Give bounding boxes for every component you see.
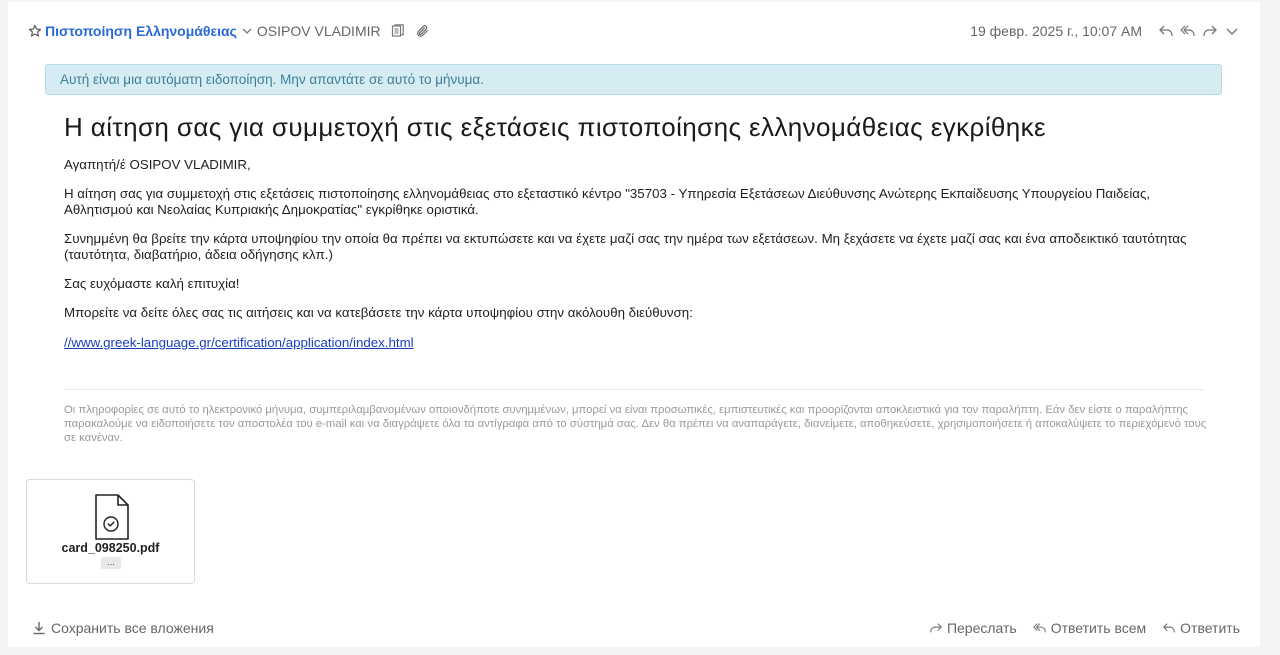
reply-icon bbox=[1162, 621, 1176, 635]
sender-name[interactable]: OSIPOV VLADIMIR bbox=[256, 23, 381, 39]
save-all-attachments-button[interactable] bbox=[32, 620, 214, 636]
reply-all-icon bbox=[1033, 621, 1047, 635]
message-subject[interactable]: Πιστοποίηση Ελληνομάθειας bbox=[45, 23, 237, 39]
attachment-more-button[interactable]: ... bbox=[101, 557, 121, 569]
paragraph-approval: Η αίτηση σας για συμμετοχή στις εξετάσεις πιστοποίησης ελληνομάθειας στο εξεταστικό κέντρο "35703 - Υπηρεσία Εξετάσεων Διεύθυνσης Ανώτερης Εκπαίδευσης Υπουργείου Παιδείας, Αθλητισμού και Νεολαίας Κυπριακής Δημοκρατίας" εγκρίθηκε οριστικά. bbox=[64, 186, 1151, 217]
application-link[interactable]: //www.greek-language.gr/certification/application/index.html bbox=[64, 335, 414, 350]
message-title: Η αίτηση σας για συμμετοχή στις εξετάσεις πιστοποίησης ελληνομάθειας εγκρίθηκε bbox=[64, 112, 1047, 142]
star-icon[interactable] bbox=[28, 24, 42, 38]
download-icon bbox=[32, 621, 46, 635]
forward-icon[interactable] bbox=[1202, 23, 1218, 39]
divider bbox=[64, 389, 1204, 390]
auto-notification-banner: Αυτή είναι μια αυτόματη ειδοποίηση. Μην απαντάτε σε αυτό το μήνυμα. bbox=[45, 64, 1222, 95]
reply-button[interactable] bbox=[1162, 620, 1240, 636]
message-date: 19 февр. 2025 г., 10:07 AM bbox=[970, 23, 1142, 39]
forward-icon bbox=[929, 621, 943, 635]
attachment-filename: card_098250.pdf bbox=[61, 541, 160, 555]
forward-button[interactable] bbox=[929, 620, 1017, 636]
paragraph-attachment-note: Συνημμένη θα βρείτε την κάρτα υποψηφίου την οποία θα πρέπει να εκτυπώσετε και να έχετε μαζί σας την ημέρα των εξετάσεων. Μη ξεχάσετε να έχετε μαζί σας και ένα αποδεικτικό ταυτότητας (ταυτότητα, διαβατήριο, άδεια οδήγησης κλπ.) bbox=[64, 231, 1187, 262]
reply-all-icon[interactable] bbox=[1180, 23, 1196, 39]
paragraph-link-intro: Μπορείτε να δείτε όλες σας τις αιτήσεις και να κατεβάσετε την κάρτα υποψηφίου στην ακόλουθη διεύθυνση: bbox=[64, 305, 693, 320]
reply-all-label: Ответить всем bbox=[1050, 620, 1147, 636]
reply-all-button[interactable] bbox=[1033, 620, 1146, 636]
copy-icon[interactable] bbox=[391, 24, 405, 38]
forward-label: Переслать bbox=[946, 620, 1017, 636]
message-footer bbox=[32, 620, 1240, 640]
paragraph-good-luck: Σας ευχόμαστε καλή επιτυχία! bbox=[64, 276, 240, 291]
more-chevron-icon[interactable] bbox=[1224, 23, 1240, 39]
header-actions bbox=[970, 20, 1240, 42]
reply-label: Ответить bbox=[1180, 620, 1240, 636]
message-body bbox=[64, 112, 1209, 352]
footer-actions bbox=[913, 620, 1240, 636]
chevron-down-icon[interactable] bbox=[241, 25, 253, 37]
paperclip-icon bbox=[415, 24, 429, 38]
save-all-label: Сохранить все вложения bbox=[51, 620, 214, 636]
disclaimer: Οι πληροφορίες σε αυτό το ηλεκτρονικό μήνυμα, συμπεριλαμβανομένων οποιονδήποτε συνημμένων, μπορεί να είναι προσωπικές, εμπιστευτικές και προορίζονται αποκλειστικά για τον παραλήπτη. Εάν δεν είστε ο παραλήπτης παρακαλούμε να ειδοποιήσετε τον αποστολέα του e-mail και να διαγράψετε όλα τα αντίγραφα από το σύστημά σας. Δεν θα πρέπει να αναπαράγετε, διανείμετε, αποθηκεύσετε, χρησιμοποιήσετε ή αποκαλύψετε το περιεχόμενό τους σε κανέναν. bbox=[64, 404, 1207, 444]
reply-icon[interactable] bbox=[1158, 23, 1174, 39]
message-card bbox=[8, 2, 1260, 647]
attachment-card[interactable] bbox=[26, 479, 195, 584]
pdf-file-icon bbox=[94, 494, 130, 540]
message-header bbox=[28, 20, 1240, 42]
greeting: Αγαπητή/έ OSIPOV VLADIMIR, bbox=[64, 157, 251, 172]
